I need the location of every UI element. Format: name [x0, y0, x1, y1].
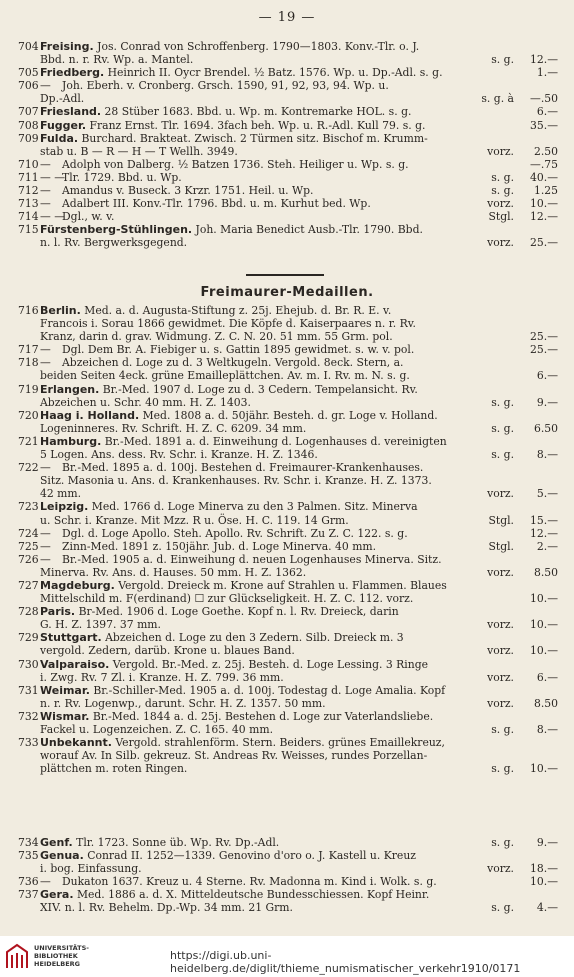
- catalog-entry: [18, 304, 558, 343]
- entry-line: [18, 197, 558, 210]
- catalog-entry: [18, 875, 558, 888]
- catalog-entry: [18, 132, 558, 158]
- entry-line: [18, 527, 558, 540]
- freemason-medals-section: [18, 304, 558, 775]
- entry-line: [18, 553, 558, 566]
- entry-grade: s. g. à: [481, 92, 514, 106]
- entry-line: [18, 474, 558, 487]
- entry-price: 6.—: [536, 369, 558, 383]
- entry-grade: s. g.: [491, 395, 514, 409]
- entry-number: 720: [18, 408, 39, 422]
- entry-line: [18, 409, 558, 422]
- entry-dash: —: [40, 539, 51, 553]
- catalog-entry: [18, 383, 558, 409]
- catalog-entry: [18, 579, 558, 605]
- entry-price: 12.—: [530, 526, 558, 540]
- entry-price: 4.—: [536, 901, 558, 915]
- entry-place: Gera.: [40, 888, 74, 902]
- entry-text: 5 Logen. Ans. dess. Rv. Schr. i. Kranze. H. Z. 1346.: [40, 448, 318, 462]
- entry-text: Tlr. 1729. Bbd. u. Wp.: [62, 170, 182, 184]
- entry-number: 716: [18, 304, 39, 317]
- entry-place: Weimar.: [40, 683, 90, 697]
- entry-line: [18, 448, 558, 461]
- entry-dash: —: [40, 356, 51, 370]
- entry-number: 708: [18, 118, 39, 132]
- entry-text: n. r. Rv. Logenwp., darunt. Schr. H. Z. 1357. 50 mm.: [40, 696, 326, 710]
- entry-number: 723: [18, 500, 39, 514]
- entry-price: 10.—: [530, 197, 558, 211]
- entry-text: stab u. B — R — H — T Wellh. 3949.: [40, 144, 238, 158]
- entry-line: [18, 592, 558, 605]
- entry-number: 719: [18, 382, 39, 396]
- catalog-entry: [18, 461, 558, 500]
- entry-place: Hamburg.: [40, 434, 102, 448]
- catalog-entry: [18, 210, 558, 223]
- entry-number: 707: [18, 105, 39, 119]
- entry-number: 704: [18, 40, 39, 53]
- entry-line: [18, 540, 558, 553]
- entry-line: [18, 762, 558, 775]
- entry-text: u. Schr. i. Kranze. Mit Mzz. R u. Öse. H. C. 119. 14 Grm.: [40, 513, 349, 527]
- entry-text: Vergold. Dreieck m. Krone auf Strahlen u. Flammen. Blaues: [118, 578, 447, 592]
- entry-number: 731: [18, 683, 39, 697]
- entry-dash: — —: [40, 170, 66, 184]
- entry-price: 8.50: [533, 565, 558, 579]
- entry-text: Amandus v. Buseck. 3 Krzr. 1751. Heil. u. Wp.: [62, 184, 314, 198]
- entry-place: Magdeburg.: [40, 578, 115, 592]
- entry-place: Berlin.: [40, 304, 81, 317]
- entry-dash: —: [40, 343, 51, 357]
- entry-text: i. bog. Einfassung.: [40, 862, 142, 876]
- entry-place: Friedberg.: [40, 66, 105, 80]
- entry-price: 5.—: [536, 487, 558, 501]
- entry-price: 10.—: [530, 618, 558, 632]
- entry-text: Br.-Med. 1905 a. d. Einweihung d. neuen Logenhauses Minerva. Sitz.: [62, 552, 442, 566]
- entry-dash: —: [40, 197, 51, 211]
- entry-number: 722: [18, 461, 39, 475]
- entry-price: 18.—: [530, 862, 558, 876]
- entry-grade: vorz.: [487, 487, 514, 501]
- entry-line: [18, 684, 558, 697]
- entry-text: Conrad II. 1252—1339. Genovino d'oro o. J. Kastell u. Kreuz: [87, 849, 416, 863]
- entry-number: 721: [18, 434, 39, 448]
- entry-line: [18, 697, 558, 710]
- entry-place: Stuttgart.: [40, 631, 102, 645]
- entries-bottom-section: [18, 836, 558, 915]
- entry-place: Genf.: [40, 836, 73, 849]
- catalog-entry: [18, 184, 558, 197]
- entry-text: Vergold. Br.-Med. z. 25j. Besteh. d. Loge Lessing. 3 Ringe: [112, 657, 429, 671]
- entry-line: [18, 40, 558, 53]
- entry-grade: s. g.: [491, 762, 514, 776]
- catalog-entry: [18, 710, 558, 736]
- entry-price: 8.50: [533, 696, 558, 710]
- entry-grade: s. g.: [491, 170, 514, 184]
- entry-text: Abzeichen u. Schr. 40 mm. H. Z. 1403.: [40, 395, 251, 409]
- entry-dash: —: [40, 157, 51, 171]
- entry-grade: vorz.: [487, 644, 514, 658]
- entry-text: Francois i. Sorau 1866 gewidmet. Die Köpfe d. Kaiserpaares n. r. Rv.: [40, 317, 416, 331]
- entry-line: [18, 369, 558, 382]
- catalog-entry: [18, 105, 558, 118]
- entry-text: Bbd. n. r. Rv. Wp. a. Mantel.: [40, 53, 194, 67]
- entry-price: 10.—: [530, 875, 558, 889]
- entry-text: Adolph von Dalberg. ½ Batzen 1736. Steh. Heiliger u. Wp. s. g.: [62, 157, 409, 171]
- entry-grade: vorz.: [487, 670, 514, 684]
- entry-grade: vorz.: [487, 862, 514, 876]
- entry-line: [18, 631, 558, 644]
- entry-price: 9.—: [536, 395, 558, 409]
- entry-text: n. l. Rv. Bergwerksgegend.: [40, 236, 188, 250]
- catalog-entry: [18, 435, 558, 461]
- entry-place: Unbekannt.: [40, 736, 112, 750]
- catalog-entry: [18, 197, 558, 210]
- entry-text: vergold. Zedern, darüb. Krone u. blaues Band.: [40, 644, 295, 658]
- library-logo-icon: [4, 942, 30, 970]
- catalog-entry: [18, 171, 558, 184]
- catalog-entry: [18, 66, 558, 79]
- entry-dash: —: [40, 184, 51, 198]
- entry-line: [18, 132, 558, 145]
- entry-dash: —: [40, 526, 51, 540]
- entry-line: [18, 184, 558, 197]
- entry-line: [18, 500, 558, 513]
- catalog-entry: [18, 500, 558, 526]
- entry-number: 726: [18, 552, 39, 566]
- entry-price: 35.—: [530, 118, 558, 132]
- entry-number: 732: [18, 709, 39, 723]
- entry-text: Kranz, darin d. grav. Widmung. Z. C. N. 20. 51 mm. 55 Grm. pol.: [40, 330, 393, 344]
- entry-text: 28 Stüber 1683. Bbd. u. Wp. m. Kontremarke HOL. s. g.: [104, 105, 412, 119]
- entry-text: Adalbert III. Konv.-Tlr. 1796. Bbd. u. m. Kurhut bed. Wp.: [62, 197, 371, 211]
- entry-line: [18, 158, 558, 171]
- entry-line: [18, 422, 558, 435]
- catalog-entry: [18, 527, 558, 540]
- entry-price: 12.—: [530, 53, 558, 67]
- entry-text: worauf Av. In Silb. gekreuz. St. Andreas Rv. Weisses, rundes Porzellan-: [40, 749, 428, 763]
- entry-text: Abzeichen d. Loge zu d. 3 Weltkugeln. Vergold. 8eck. Stern, a.: [62, 356, 404, 370]
- entry-text: beiden Seiten 4eck. grüne Emailleplättchen. Av. m. I. Rv. m. N. s. g.: [40, 369, 410, 383]
- entry-line: [18, 514, 558, 527]
- entry-place: Friesland.: [40, 105, 102, 119]
- entry-place: Valparaiso.: [40, 657, 110, 671]
- entry-grade: s. g.: [491, 53, 514, 67]
- entry-text: Vergold. strahlenförm. Stern. Beiders. grünes Emaillekreuz,: [115, 736, 445, 750]
- entry-number: 724: [18, 526, 39, 540]
- entry-line: [18, 736, 558, 749]
- entry-line: [18, 145, 558, 158]
- entry-text: Franz Ernst. Tlr. 1694. 3fach beh. Wp. u. R.-Adl. Kull 79. s. g.: [89, 118, 426, 132]
- section-divider: [246, 274, 324, 276]
- entry-number: 737: [18, 888, 39, 902]
- entry-grade: vorz.: [487, 696, 514, 710]
- entry-text: G. H. Z. 1397. 37 mm.: [40, 618, 161, 632]
- catalog-entry: [18, 540, 558, 553]
- entry-dash: —: [40, 875, 51, 889]
- entry-number: 730: [18, 657, 39, 671]
- entry-text: 42 mm.: [40, 487, 82, 501]
- entry-text: XIV. n. l. Rv. Behelm. Dp.-Wp. 34 mm. 21 Grm.: [40, 901, 293, 915]
- entry-number: 729: [18, 631, 39, 645]
- entry-text: Minerva. Rv. Ans. d. Hauses. 50 mm. H. Z. 1362.: [40, 565, 307, 579]
- catalog-entry: [18, 409, 558, 435]
- entry-text: Br.-Schiller-Med. 1905 a. d. 100j. Todestag d. Loge Amalia. Kopf: [93, 683, 446, 697]
- entry-line: [18, 888, 558, 901]
- entry-line: [18, 836, 558, 849]
- entry-number: 715: [18, 223, 39, 237]
- catalog-entry: [18, 223, 558, 249]
- catalog-entry: [18, 605, 558, 631]
- entry-text: Jos. Conrad von Schroffenberg. 1790—1803. Konv.-Tlr. o. J.: [97, 40, 420, 53]
- entry-number: 705: [18, 66, 39, 80]
- source-url-link[interactable]: https://digi.ub.uni-heidelberg.de/diglit/thieme_numismatischer_verkehr1910/0171: [170, 949, 521, 975]
- entry-grade: Stgl.: [488, 539, 514, 553]
- entry-line: [18, 618, 558, 631]
- entry-line: [18, 487, 558, 500]
- entry-grade: vorz.: [487, 618, 514, 632]
- entry-price: 40.—: [530, 170, 558, 184]
- entry-line: [18, 210, 558, 223]
- entry-text: Dukaton 1637. Kreuz u. 4 Sterne. Rv. Madonna m. Kind i. Wolk. s. g.: [62, 875, 437, 889]
- entry-place: Erlangen.: [40, 382, 100, 396]
- entry-line: [18, 396, 558, 409]
- entry-number: 714: [18, 210, 39, 224]
- entry-number: 712: [18, 184, 39, 198]
- entry-line: [18, 579, 558, 592]
- catalog-entry: [18, 119, 558, 132]
- entry-grade: s. g.: [491, 184, 514, 198]
- entry-text: Mittelschild m. F(erdinand) ☐ zur Glückseligkeit. H. Z. C. 112. vorz.: [40, 592, 414, 606]
- entry-text: Br.-Med. 1895 a. d. 100j. Bestehen d. Freimaurer-Krankenhauses.: [62, 461, 424, 475]
- entry-text: i. Zwg. Rv. 7 Zl. i. Kranze. H. Z. 799. 36 mm.: [40, 670, 284, 684]
- entry-line: [18, 461, 558, 474]
- entry-text: Med. 1766 d. Loge Minerva zu den 3 Palmen. Sitz. Minerva: [91, 500, 418, 514]
- entry-number: 709: [18, 131, 39, 145]
- catalog-entry: [18, 553, 558, 579]
- entry-grade: vorz.: [487, 197, 514, 211]
- entry-price: 12.—: [530, 210, 558, 224]
- entry-dash: —: [40, 552, 51, 566]
- catalog-entry: [18, 356, 558, 382]
- entry-price: 25.—: [530, 343, 558, 357]
- entry-number: 727: [18, 578, 39, 592]
- entry-price: 8.—: [536, 448, 558, 462]
- catalog-entry: [18, 40, 558, 66]
- catalog-entry: [18, 736, 558, 775]
- entry-text: Br.-Med. 1891 a. d. Einweihung d. Logenhauses d. vereinigten: [104, 434, 447, 448]
- entry-price: 1.25: [533, 184, 558, 198]
- catalog-entry: [18, 343, 558, 356]
- entry-grade: s. g.: [491, 448, 514, 462]
- entry-place: Fulda.: [40, 131, 79, 145]
- entry-line: [18, 119, 558, 132]
- entry-price: 10.—: [530, 644, 558, 658]
- entry-text: Sitz. Masonia u. Ans. d. Krankenhauses. Rv. Schr. i. Kranze. H. Z. 1373.: [40, 474, 432, 488]
- entry-text: Br.-Med. 1844 a. d. 25j. Bestehen d. Loge zur Vaterlandsliebe.: [92, 709, 434, 723]
- entry-line: [18, 723, 558, 736]
- entry-grade: vorz.: [487, 236, 514, 250]
- entry-dash: — —: [40, 210, 66, 224]
- entry-grade: s. g.: [491, 901, 514, 915]
- entry-dash: —: [40, 461, 51, 475]
- entry-line: [18, 749, 558, 762]
- entry-text: Dgl. Dem Br. A. Fiebiger u. s. Gattin 1895 gewidmet. s. w. v. pol.: [62, 343, 415, 357]
- entry-dash: —: [40, 79, 51, 93]
- entry-place: Genua.: [40, 849, 84, 863]
- entry-grade: Stgl.: [488, 210, 514, 224]
- entry-grade: s. g.: [491, 723, 514, 736]
- entry-number: 733: [18, 736, 39, 750]
- entry-line: [18, 66, 558, 79]
- entry-number: 713: [18, 197, 39, 211]
- entry-number: 706: [18, 79, 39, 93]
- entry-text: Med. 1808 a. d. 50jähr. Besteh. d. gr. Loge v. Holland.: [142, 408, 438, 422]
- entry-price: —.50: [530, 92, 558, 106]
- entry-line: [18, 435, 558, 448]
- entry-line: [18, 317, 558, 330]
- entry-grade: s. g.: [491, 836, 514, 849]
- entry-line: [18, 92, 558, 105]
- entry-price: 15.—: [530, 513, 558, 527]
- entry-text: plättchen m. roten Ringen.: [40, 762, 188, 776]
- entry-price: 10.—: [530, 592, 558, 606]
- entry-line: [18, 53, 558, 66]
- entry-text: Fackel u. Logenzeichen. Z. C. 165. 40 mm.: [40, 723, 274, 736]
- entry-text: Dgl., w. v.: [62, 210, 115, 224]
- entry-text: Zinn-Med. 1891 z. 150jähr. Jub. d. Loge Minerva. 40 mm.: [62, 539, 377, 553]
- entry-line: [18, 356, 558, 369]
- entry-price: 6.50: [533, 421, 558, 435]
- entry-place: Paris.: [40, 605, 76, 619]
- entry-line: [18, 566, 558, 579]
- entry-number: 735: [18, 849, 39, 863]
- entry-line: [18, 79, 558, 92]
- catalog-entry: [18, 684, 558, 710]
- entry-line: [18, 383, 558, 396]
- entry-price: —.75: [530, 157, 558, 171]
- entry-line: [18, 875, 558, 888]
- entry-text: Dgl. d. Loge Apollo. Steh. Apollo. Rv. Schrift. Zu Z. C. 122. s. g.: [62, 526, 408, 540]
- entry-line: [18, 236, 558, 249]
- entry-text: Joh. Maria Benedict Ausb.-Tlr. 1790. Bbd.: [195, 223, 423, 237]
- entry-text: Br-Med. 1906 d. Loge Goethe. Kopf n. l. Rv. Dreieck, darin: [78, 605, 399, 619]
- entry-place: Fürstenberg-Stühlingen.: [40, 223, 193, 237]
- entry-number: 711: [18, 170, 39, 184]
- entry-text: Joh. Eberh. v. Cronberg. Grsch. 1590, 91, 92, 93, 94. Wp. u.: [62, 79, 389, 93]
- page-number: — 19 —: [258, 10, 316, 25]
- entry-place: Wismar.: [40, 709, 90, 723]
- entry-line: [18, 671, 558, 684]
- entry-place: Haag i. Holland.: [40, 408, 140, 422]
- entry-grade: vorz.: [487, 144, 514, 158]
- entry-line: [18, 105, 558, 118]
- entry-text: Dp.-Adl.: [40, 92, 85, 106]
- entry-price: 25.—: [530, 236, 558, 250]
- entry-number: 734: [18, 836, 39, 849]
- entry-text: Tlr. 1723. Sonne üb. Wp. Rv. Dp.-Adl.: [76, 836, 280, 849]
- entry-grade: s. g.: [491, 421, 514, 435]
- entry-number: 718: [18, 356, 39, 370]
- entry-line: [18, 862, 558, 875]
- catalog-entry: [18, 888, 558, 914]
- entry-place: Leipzig.: [40, 500, 89, 514]
- catalog-entry: [18, 631, 558, 657]
- catalog-entry: [18, 79, 558, 105]
- entry-price: 6.—: [536, 105, 558, 119]
- entry-line: [18, 849, 558, 862]
- entry-price: 8.—: [536, 723, 558, 736]
- entry-number: 710: [18, 157, 39, 171]
- catalog-entry: [18, 849, 558, 875]
- entry-grade: vorz.: [487, 565, 514, 579]
- entry-line: [18, 710, 558, 723]
- catalog-entry: [18, 658, 558, 684]
- entry-line: [18, 223, 558, 236]
- entry-line: [18, 330, 558, 343]
- entry-text: Br.-Med. 1907 d. Loge zu d. 3 Cedern. Tempelansicht. Rv.: [102, 382, 418, 396]
- entry-text: Med. a. d. Augusta-Stiftung z. 25j. Ehejub. d. Br. R. E. v.: [84, 304, 392, 317]
- entries-top-section: [18, 40, 558, 250]
- entry-price: 25.—: [530, 330, 558, 344]
- entry-line: [18, 343, 558, 356]
- entry-price: 2.50: [533, 144, 558, 158]
- entry-text: Abzeichen d. Loge zu den 3 Zedern. Silb. Dreieck m. 3: [105, 631, 404, 645]
- entry-text: Med. 1886 a. d. X. Mitteldeutsche Bundesschiessen. Kopf Heinr.: [76, 888, 430, 902]
- entry-line: [18, 901, 558, 914]
- catalog-entry: [18, 836, 558, 849]
- entry-text: Logeninneres. Rv. Schrift. H. Z. C. 6209. 34 mm.: [40, 421, 307, 435]
- entry-grade: Stgl.: [488, 513, 514, 527]
- entry-price: 9.—: [536, 836, 558, 849]
- entry-price: 6.—: [536, 670, 558, 684]
- entry-line: [18, 605, 558, 618]
- entry-line: [18, 644, 558, 657]
- entry-price: 10.—: [530, 762, 558, 776]
- entry-price: 1.—: [536, 66, 558, 80]
- entry-line: [18, 658, 558, 671]
- entry-number: 717: [18, 343, 39, 357]
- entry-text: Heinrich II. Oycr Brendel. ½ Batz. 1576. Wp. u. Dp.-Adl. s. g.: [107, 66, 443, 80]
- entry-number: 725: [18, 539, 39, 553]
- entry-number: 728: [18, 605, 39, 619]
- library-name: UNIVERSITÄTS- BIBLIOTHEK HEIDELBERG: [34, 944, 89, 968]
- entry-line: [18, 304, 558, 317]
- entry-number: 736: [18, 875, 39, 889]
- section-title: Freimaurer-Medaillen.: [200, 285, 374, 300]
- entry-place: Freising.: [40, 40, 94, 53]
- entry-text: Burchard. Brakteat. Zwisch. 2 Türmen sitz. Bischof m. Krumm-: [81, 131, 428, 145]
- catalog-entry: [18, 158, 558, 171]
- entry-price: 2.—: [536, 539, 558, 553]
- entry-line: [18, 171, 558, 184]
- entry-place: Fugger.: [40, 118, 87, 132]
- footer-bar: [0, 936, 574, 977]
